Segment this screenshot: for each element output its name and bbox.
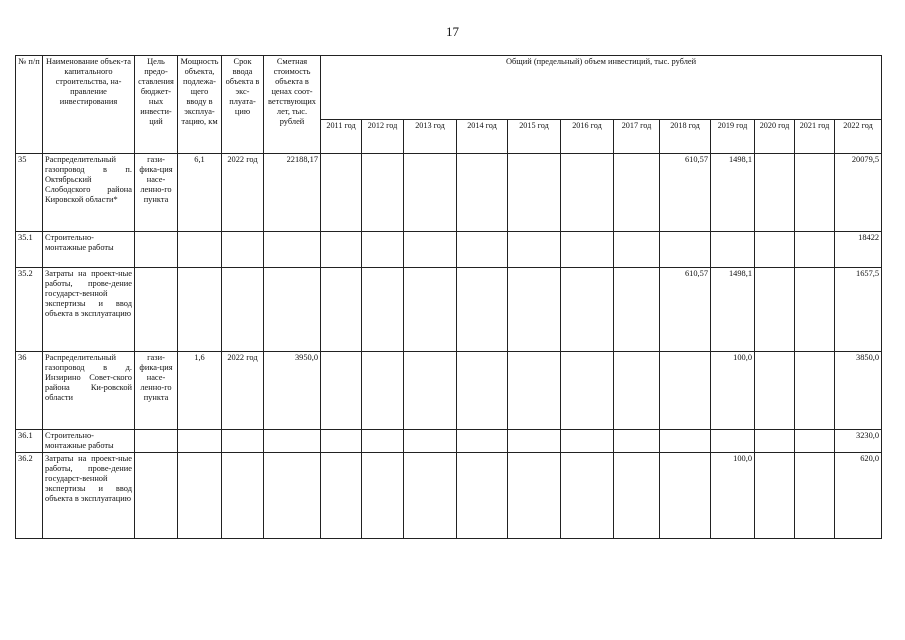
table-row: [16, 453, 882, 539]
cell-2015: [508, 154, 561, 232]
row-goal: [135, 430, 178, 453]
cell-2015: [508, 453, 561, 539]
cell-2021: [795, 430, 835, 453]
row-goal: [135, 268, 178, 352]
row-num: 35.1: [16, 232, 43, 268]
row-name: Распределительный газопровод в п. Октябрьский Слободского района Кировской области*: [43, 154, 135, 232]
cell-2019: [711, 430, 755, 453]
cell-2022: 20079,5: [835, 154, 882, 232]
cell-2014: [457, 232, 508, 268]
cell-2015: [508, 268, 561, 352]
row-capacity: [178, 232, 222, 268]
header-year-2022: 2022 год: [835, 120, 882, 154]
row-num: 36.2: [16, 453, 43, 539]
cell-2014: [457, 430, 508, 453]
cell-2018: 610,57: [660, 154, 711, 232]
cell-2011: [321, 232, 362, 268]
cell-2017: [614, 154, 660, 232]
row-goal: гази-фика-ция насе-ленно-го пункта: [135, 352, 178, 430]
cell-2021: [795, 453, 835, 539]
header-year-2021: 2021 год: [795, 120, 835, 154]
row-goal: [135, 232, 178, 268]
cell-2014: [457, 453, 508, 539]
header-year-2013: 2013 год: [404, 120, 457, 154]
table-row: [16, 268, 882, 352]
cell-2019: 1498,1: [711, 154, 755, 232]
row-name: Затраты на проект-ные работы, прове-дение государст-венной экспертизы и ввод объекта в эксплуатацию: [43, 453, 135, 539]
header-year-2014: 2014 год: [457, 120, 508, 154]
row-term: [222, 268, 264, 352]
row-term: [222, 453, 264, 539]
cell-2020: [755, 453, 795, 539]
cell-2014: [457, 352, 508, 430]
cell-2022: 620,0: [835, 453, 882, 539]
row-num: 36.1: [16, 430, 43, 453]
page-number: 17: [446, 24, 459, 39]
header-capacity: Мощность объекта, подлежа-щего вводу в эксплуа-тацию, км: [178, 56, 222, 154]
header-cost: Сметная стоимость объекта в ценах соот-ветствующих лет, тыс. рублей: [264, 56, 321, 154]
header-year-2020: 2020 год: [755, 120, 795, 154]
cell-2019: 100,0: [711, 352, 755, 430]
cell-2021: [795, 352, 835, 430]
row-cost: 3950,0: [264, 352, 321, 430]
header-year-2017: 2017 год: [614, 120, 660, 154]
cell-2016: [561, 430, 614, 453]
row-term: 2022 год: [222, 352, 264, 430]
row-term: [222, 232, 264, 268]
row-term: [222, 430, 264, 453]
header-year-2011: 2011 год: [321, 120, 362, 154]
row-capacity: [178, 268, 222, 352]
row-goal: [135, 453, 178, 539]
cell-2016: [561, 268, 614, 352]
row-name: Строительно-монтажные работы: [43, 430, 135, 453]
header-term: Срок ввода объекта в экс-плуата-цию: [222, 56, 264, 154]
row-cost: [264, 268, 321, 352]
row-capacity: [178, 430, 222, 453]
cell-2022: 18422: [835, 232, 882, 268]
header-num: № п/п: [16, 56, 43, 154]
cell-2016: [561, 154, 614, 232]
investment-table: [15, 55, 882, 539]
header-name: Наименование объек-та капитального строительства, на-правление инвестирования: [43, 56, 135, 154]
cell-2016: [561, 232, 614, 268]
cell-2014: [457, 154, 508, 232]
cell-2011: [321, 352, 362, 430]
cell-2016: [561, 352, 614, 430]
cell-2022: 1657,5: [835, 268, 882, 352]
row-num: 35.2: [16, 268, 43, 352]
row-term: 2022 год: [222, 154, 264, 232]
row-name: Затраты на проект-ные работы, прове-дение государст-венной экспертизы и ввод объекта в эксплуатацию: [43, 268, 135, 352]
row-name: Распределительный газопровод в д. Инзирино Совет-ского района Ки-ровской области: [43, 352, 135, 430]
row-num: 36: [16, 352, 43, 430]
row-goal: гази-фика-ция насе-ленно-го пункта: [135, 154, 178, 232]
row-cost: [264, 232, 321, 268]
table-row: [16, 352, 882, 430]
cell-2018: [660, 352, 711, 430]
cell-2016: [561, 453, 614, 539]
cell-2018: [660, 430, 711, 453]
header-year-2016: 2016 год: [561, 120, 614, 154]
row-cost: [264, 430, 321, 453]
cell-2017: [614, 352, 660, 430]
cell-2012: [362, 352, 404, 430]
cell-2013: [404, 430, 457, 453]
cell-2019: 100,0: [711, 453, 755, 539]
cell-2015: [508, 430, 561, 453]
cell-2020: [755, 232, 795, 268]
cell-2022: 3230,0: [835, 430, 882, 453]
cell-2012: [362, 453, 404, 539]
cell-2021: [795, 268, 835, 352]
cell-2013: [404, 453, 457, 539]
table-row: [16, 430, 882, 453]
row-capacity: 1,6: [178, 352, 222, 430]
cell-2017: [614, 232, 660, 268]
cell-2011: [321, 453, 362, 539]
cell-2017: [614, 268, 660, 352]
cell-2015: [508, 352, 561, 430]
cell-2013: [404, 154, 457, 232]
cell-2012: [362, 232, 404, 268]
cell-2020: [755, 430, 795, 453]
row-cost: 22188,17: [264, 154, 321, 232]
cell-2018: [660, 453, 711, 539]
cell-2011: [321, 154, 362, 232]
cell-2013: [404, 268, 457, 352]
cell-2020: [755, 154, 795, 232]
cell-2021: [795, 154, 835, 232]
header-year-2012: 2012 год: [362, 120, 404, 154]
header-year-2018: 2018 год: [660, 120, 711, 154]
cell-2018: 610,57: [660, 268, 711, 352]
header-year-2019: 2019 год: [711, 120, 755, 154]
row-capacity: [178, 453, 222, 539]
row-cost: [264, 453, 321, 539]
table-row: [16, 232, 882, 268]
cell-2015: [508, 232, 561, 268]
header-year-2015: 2015 год: [508, 120, 561, 154]
cell-2017: [614, 453, 660, 539]
row-capacity: 6,1: [178, 154, 222, 232]
table-header-row: [16, 56, 882, 120]
cell-2019: [711, 232, 755, 268]
cell-2011: [321, 268, 362, 352]
row-name: Строительно-монтажные работы: [43, 232, 135, 268]
cell-2014: [457, 268, 508, 352]
cell-2012: [362, 154, 404, 232]
row-num: 35: [16, 154, 43, 232]
cell-2020: [755, 268, 795, 352]
cell-2012: [362, 268, 404, 352]
table-row: [16, 154, 882, 232]
cell-2020: [755, 352, 795, 430]
header-total-investment: Общий (предельный) объем инвестиций, тыс. рублей: [321, 56, 882, 120]
header-goal: Цель предо-ставления бюджет-ных инвести-ций: [135, 56, 178, 154]
cell-2013: [404, 232, 457, 268]
cell-2019: 1498,1: [711, 268, 755, 352]
cell-2012: [362, 430, 404, 453]
cell-2011: [321, 430, 362, 453]
cell-2017: [614, 430, 660, 453]
cell-2022: 3850,0: [835, 352, 882, 430]
cell-2018: [660, 232, 711, 268]
cell-2021: [795, 232, 835, 268]
cell-2013: [404, 352, 457, 430]
